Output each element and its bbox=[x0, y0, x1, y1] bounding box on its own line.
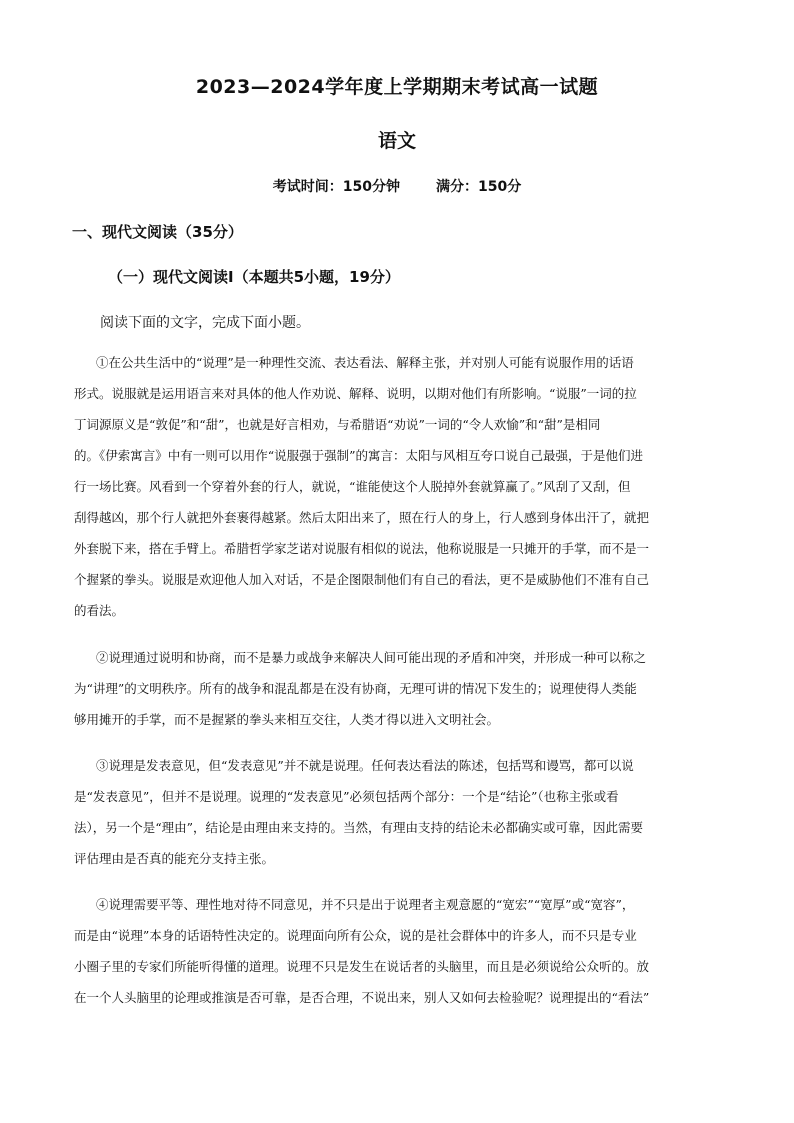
paragraph-line: 法），另一个是“理由”，结论是由理由来支持的。当然，有理由支持的结论未必都确实或可靠，因此需要 bbox=[74, 820, 644, 835]
paragraph-line: ③说理是发表意见，但“发表意见”并不就是说理。任何表达看法的陈述，包括骂和谩骂，都可以说 bbox=[96, 758, 634, 773]
paragraph-line: 在一个人头脑里的论理或推演是否可靠，是否合理，不说出来，别人又如何去检验呢？说理提出的“看法” bbox=[74, 990, 650, 1005]
paragraph-line: 小圈子里的专家们所能听得懂的道理。说理不只是发生在说话者的头脑里，而且是必须说给公众听的。放 bbox=[74, 959, 650, 974]
exam-time: 考试时间：150分钟 bbox=[272, 179, 400, 195]
paragraph-line: 形式。说服就是运用语言来对具体的他人作劝说、解释、说明，以期对他们有所影响。“说服”一词的拉 bbox=[74, 386, 637, 401]
paragraph-line: 是“发表意见”，但并不是说理。说理的“发表意见”必须包括两个部分：一个是“结论”（也称主张或看 bbox=[74, 789, 619, 804]
reading-instruction: 阅读下面的文字，完成下面小题。 bbox=[100, 315, 310, 331]
paragraph-line: 刮得越凶，那个行人就把外套裹得越紧。然后太阳出来了，照在行人的身上，行人感到身体出汗了，就把 bbox=[74, 510, 650, 525]
paragraph-line: 的。《伊索寓言》中有一则可以用作“说服强于强制”的寓言：太阳与风相互夸口说自己最强，于是他们进 bbox=[74, 448, 644, 463]
paragraph-line: 行一场比赛。风看到一个穿着外套的行人，就说，“谁能使这个人脱掉外套就算赢了。”风刮了又刮，但 bbox=[74, 479, 631, 494]
exam-info bbox=[0, 176, 794, 196]
paragraph-line: ①在公共生活中的“说理”是一种理性交流、表达看法、解释主张，并对别人可能有说服作用的话语 bbox=[96, 355, 634, 370]
paragraph-line: ④说理需要平等、理性地对待不同意见，并不只是出于说理者主观意愿的“宽宏”“宽厚”或“宽容”， bbox=[96, 897, 635, 912]
paragraph-line: 评估理由是否真的能充分支持主张。 bbox=[74, 851, 275, 866]
paragraph-line: 外套脱下来，搭在手臂上。希腊哲学家芝诺对说服有相似的说法，他称说服是一只摊开的手掌，而不是一 bbox=[74, 541, 650, 556]
subject-title: 语文 bbox=[377, 130, 416, 152]
paragraph-line: 个握紧的拳头。说服是欢迎他人加入对话，不是企图限制他们有自己的看法，更不是威胁他们不准有自己 bbox=[74, 572, 650, 587]
subsection-heading: （一）现代文阅读Ⅰ（本题共5小题，19分） bbox=[108, 268, 400, 286]
paragraph-line: 丁词源原义是“敦促”和“甜”，也就是好言相劝，与希腊语“劝说”一词的“令人欢愉”和“甜”是相同 bbox=[74, 417, 601, 432]
exam-title: 2023—2024学年度上学期期末考试高一试题 bbox=[195, 76, 599, 98]
paragraph-line: ②说理通过说明和协商，而不是暴力或战争来解决人间可能出现的矛盾和冲突，并形成一种可以称之 bbox=[96, 650, 647, 665]
section-heading: 一、现代文阅读（35分） bbox=[72, 223, 243, 241]
paragraph-line: 而是由“说理”本身的话语特性决定的。说理面向所有公众，说的是社会群体中的许多人，而不只是专业 bbox=[74, 928, 637, 943]
paragraph-line: 为“讲理”的文明秩序。所有的战争和混乱都是在没有协商，无理可讲的情况下发生的；说理使得人类能 bbox=[74, 681, 637, 696]
paragraph-line: 的看法。 bbox=[74, 603, 125, 618]
paragraph-line: 够用摊开的手掌，而不是握紧的拳头来相互交往，人类才得以进入文明社会。 bbox=[74, 712, 500, 727]
exam-score: 满分：150分 bbox=[436, 179, 522, 195]
